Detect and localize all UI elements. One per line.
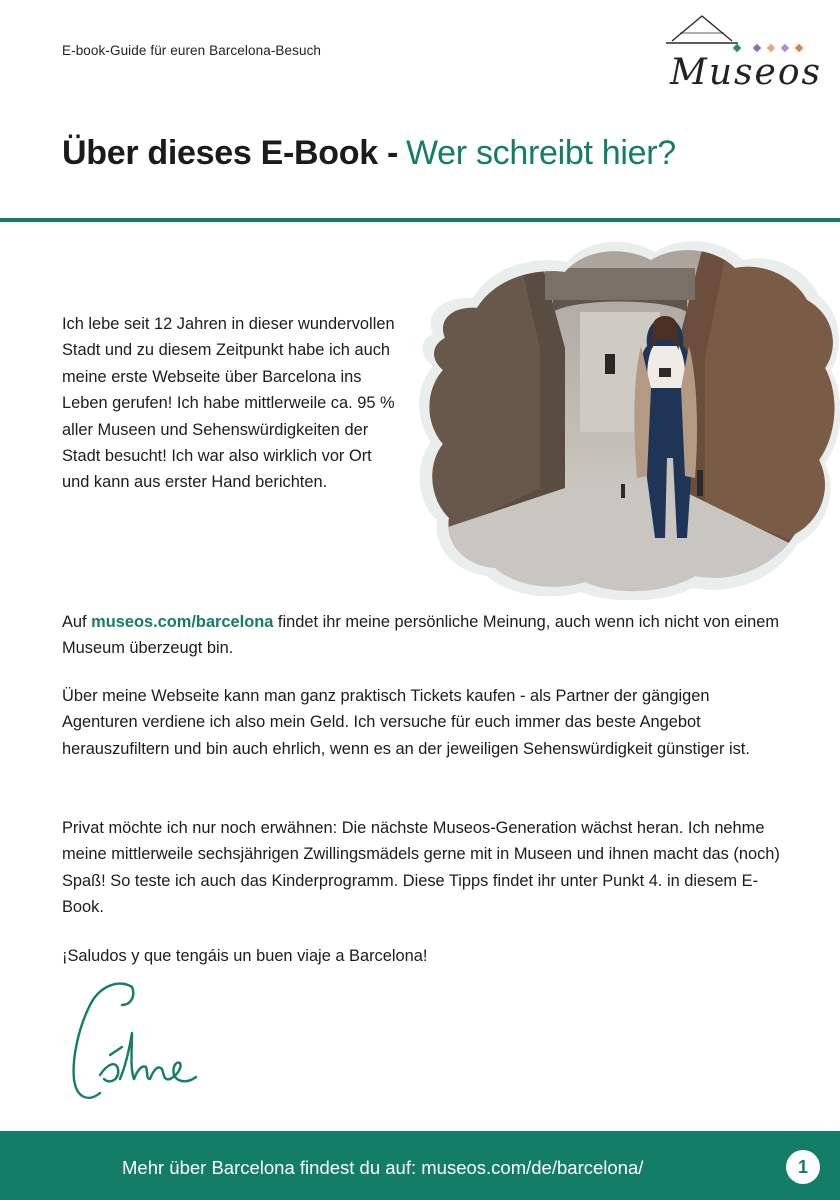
museos-barcelona-link[interactable]: museos.com/barcelona <box>91 613 274 631</box>
paragraph-website-prefix: Auf <box>62 613 87 631</box>
footer-link-text[interactable]: Mehr über Barcelona findest du auf: museos.com/de/barcelona/ <box>122 1157 644 1178</box>
svg-text:Museos: Museos <box>670 52 822 93</box>
paragraph-website <box>62 609 782 662</box>
title-divider <box>0 218 840 222</box>
header-kicker: E-book-Guide für euren Barcelona-Besuch <box>62 43 322 58</box>
page-title <box>62 134 676 173</box>
page-number: 1 <box>786 1150 820 1184</box>
author-photo <box>415 238 840 600</box>
paragraph-family: Privat möchte ich nur noch erwähnen: Die nächste Museos-Generation wächst heran. Ich nehme meine mittlerweile sechsjährigen Zwillingsmädels gerne mit in Museen und ihnen macht das (noch) Spaß! So teste ich auch das Kinderprogramm. Diese Tipps findet ihr unter Punkt 4. in diesem E-Book. <box>62 819 780 917</box>
paragraph-tickets: Über meine Webseite kann man ganz praktisch Tickets kaufen - als Partner der gängigen Agenturen verdiene ich also mein Geld. Ich versuche für euch immer das beste Angebot herauszufiltern und bin auch ehrlich, wenn es an der jeweiligen Sehenswürdigkeit günstiger ist. <box>62 687 750 758</box>
signature-celine <box>60 975 210 1110</box>
title-accent: Wer schreibt hier? <box>405 134 676 172</box>
museos-logo <box>662 14 834 98</box>
paragraph-greeting: ¡Saludos y que tengáis un buen viaje a Barcelona! <box>62 947 428 965</box>
intro-paragraph: Ich lebe seit 12 Jahren in dieser wundervollen Stadt und zu diesem Zeitpunkt habe ich auch meine erste Webseite über Barcelona ins Leben gerufen! Ich habe mittlerweile ca. 95 % aller Museen und Sehenswürdigkeiten der Stadt besucht! Ich war also wirklich vor Ort und kann aus erster Hand berichten. <box>62 315 395 492</box>
title-main: Über dieses E-Book - <box>62 134 398 172</box>
paragraph-website-suffix: findet ihr meine persönliche Meinung, auch wenn ich nicht von einem Museum überzeugt bin. <box>62 613 780 658</box>
